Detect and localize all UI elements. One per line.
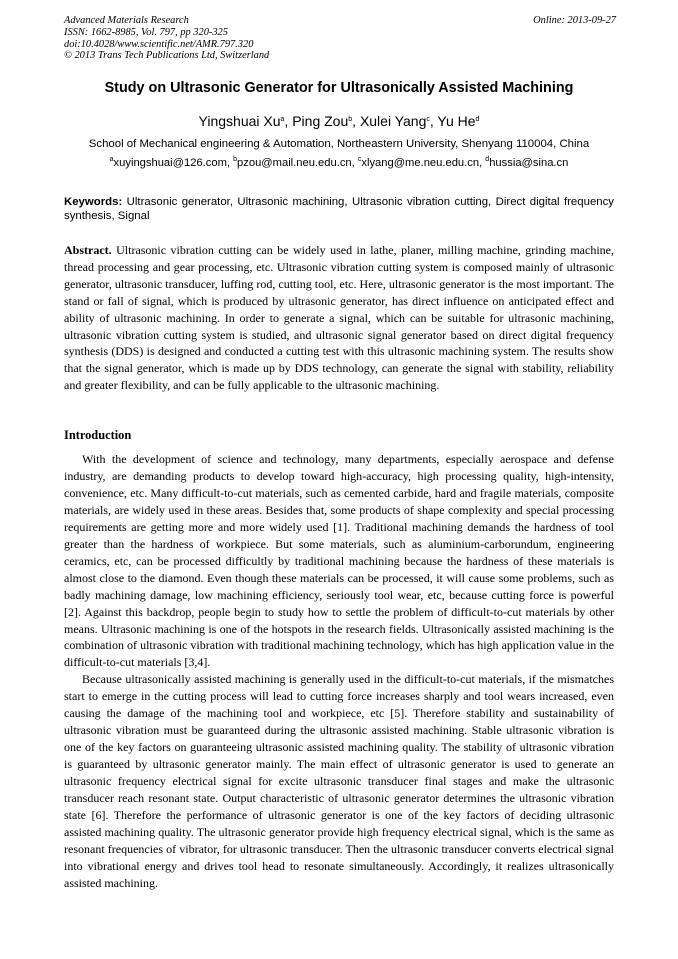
- abstract-block: [64, 242, 614, 394]
- online-date: Online: 2013-09-27: [533, 15, 616, 26]
- author-name: Xulei Yang: [359, 113, 427, 129]
- keywords-label: Keywords:: [64, 196, 123, 208]
- copyright-line: © 2013 Trans Tech Publications Ltd, Switzerland: [64, 50, 270, 62]
- paper-title: Study on Ultrasonic Generator for Ultrasonically Assisted Machining: [104, 80, 574, 96]
- body-paragraph: Because ultrasonically assisted machining is generally used in the difficult-to-cut materials, if the mismatches start to emerge in the cutting process will lead to cutting force increases sharply and tool wears increased, even causing the damage of the machining tool and workpiece, etc [5]. Therefore stability and sustainability of ultrasonic vibration must be guaranteed during the ultrasonic assisted machining. Stable ultrasonic vibration is one of the key factors on guaranteeing ultrasonic assisted machining quality. The stability of ultrasonic vibration is guaranteed by ultrasonic generator mainly. The main effect of ultrasonic generator is used to generate an ultrasonic frequency electrical signal for excite ultrasonic transducer final stages and make the ultrasonic transducer reach resonant state. Output characteristic of ultrasonic generator determines the ultrasonic vibration state [6]. Therefore the performance of ultrasonic generator is one of the key factors of deciding ultrasonic assisted machining quality. The ultrasonic generator provide high frequency electrical signal, which is the same as resonant frequencies of vibrator, for ultrasonic transducer. Then the ultrasonic transducer converts electrical signal into vibrational energy and drives tool head to resonate simultaneously. Accordingly, it realizes ultrasonically assisted machining.: [64, 672, 614, 890]
- email-list: $^a$xuyingshuai@126.com, $^b$pzou@mail.neu.edu.cn, $^c$xlyang@me.neu.edu.cn, $^d$hussia@sina.cn: [109, 156, 569, 169]
- email-address[interactable]: pzou@mail.neu.edu.cn: [237, 157, 352, 169]
- email-mark: d: [485, 156, 490, 163]
- author-mark: c: [426, 116, 430, 123]
- email-address[interactable]: xlyang@me.neu.edu.cn: [361, 157, 480, 169]
- abstract-label: Abstract.: [64, 243, 112, 257]
- body-paragraph: With the development of science and technology, many departments, especially aerospace and defense industry, are demanding products to develop toward high-accuracy, high processing quality, high-intensity, convenience, etc. Many difficult-to-cut materials, such as cemented carbide, hard and fragile materials, composite materials, are widely used in these areas. Besides that, some products of shape complexity and special processing requirements are getting more and more widely used [1]. Traditional machining demands the hardness of tool greater than the hardness of workpiece. But some materials, such as aluminium-carborundum, engineering ceramics, etc, can be processed difficultly by traditional machining because the hardness of these materials is almost close to the diamond. Even though these materials can be processed, it will cause some problems, such as badly machining damage, low machining efficiency, seriously tool wear, etc, because cutting force is powerful [2]. Against this backdrop, people begin to study how to settle the problem of difficult-to-cut materials by other means. Ultrasonic machining is one of the hotspots in the research fields. Ultrasonically assisted machining is the combination of ultrasonic vibration with traditional machining technology, which has high application value in the difficult-to-cut materials [3,4].: [64, 452, 614, 670]
- author-name: Ping Zou: [292, 113, 349, 129]
- abstract-text: Ultrasonic vibration cutting can be widely used in lathe, planer, milling machine, grinding machine, thread processing and gear processing, etc. Ultrasonic vibration cutting system is composed mainly of ultrasonic generator, ultrasonic transducer, luffing rod, cutting tool, etc. Here, ultrasonic generator is the most important. The stand or fall of signal, which is produced by ultrasonic generator, has direct influence on anticipated effect and ability of ultrasonic machining. In order to generate a signal, which can be suitable for ultrasonic machining, ultrasonic vibration cutting system is studied, and ultrasonic signal generator based on direct digital frequency synthesis (DDS) is designed and conducted a cutting test with this ultrasonic machining system. The results show that the signal generator, which is made up by DDS technology, can generate the signal with stability, reliability and greater flexibility, and can be fully applicable to the ultrasonic machining.: [64, 243, 614, 393]
- author-list: Yingshuai Xu$^a$, Ping Zou$^b$, Xulei Yang$^c$, Yu He$^d$: [198, 113, 480, 129]
- author-mark: d: [475, 116, 480, 123]
- issn-line: ISSN: 1662-8985, Vol. 797, pp 320-325: [64, 26, 228, 38]
- email-address[interactable]: hussia@sina.cn: [489, 157, 569, 169]
- email-address[interactable]: xuyingshuai@126.com: [113, 157, 227, 169]
- keywords-text: Ultrasonic generator, Ultrasonic machining, Ultrasonic vibration cutting, Direct digital frequency synthesis, Signal: [64, 196, 614, 223]
- author-name: Yingshuai Xu: [198, 113, 281, 129]
- introduction-body: [64, 451, 614, 892]
- author-mark: b: [348, 116, 353, 123]
- keywords-block: [64, 195, 614, 223]
- email-mark: a: [109, 156, 114, 163]
- email-mark: b: [233, 156, 238, 163]
- affiliation: School of Mechanical engineering & Automation, Northeastern University, Shenyang 110004, China: [88, 138, 590, 150]
- author-mark: a: [280, 116, 285, 123]
- email-mark: c: [357, 156, 362, 163]
- introduction-heading: Introduction: [64, 428, 132, 442]
- journal-name: Advanced Materials Research: [64, 15, 189, 26]
- author-name: Yu He: [437, 113, 476, 129]
- doi-line: doi:10.4028/www.scientific.net/AMR.797.320: [64, 38, 254, 50]
- journal-header: [64, 15, 616, 62]
